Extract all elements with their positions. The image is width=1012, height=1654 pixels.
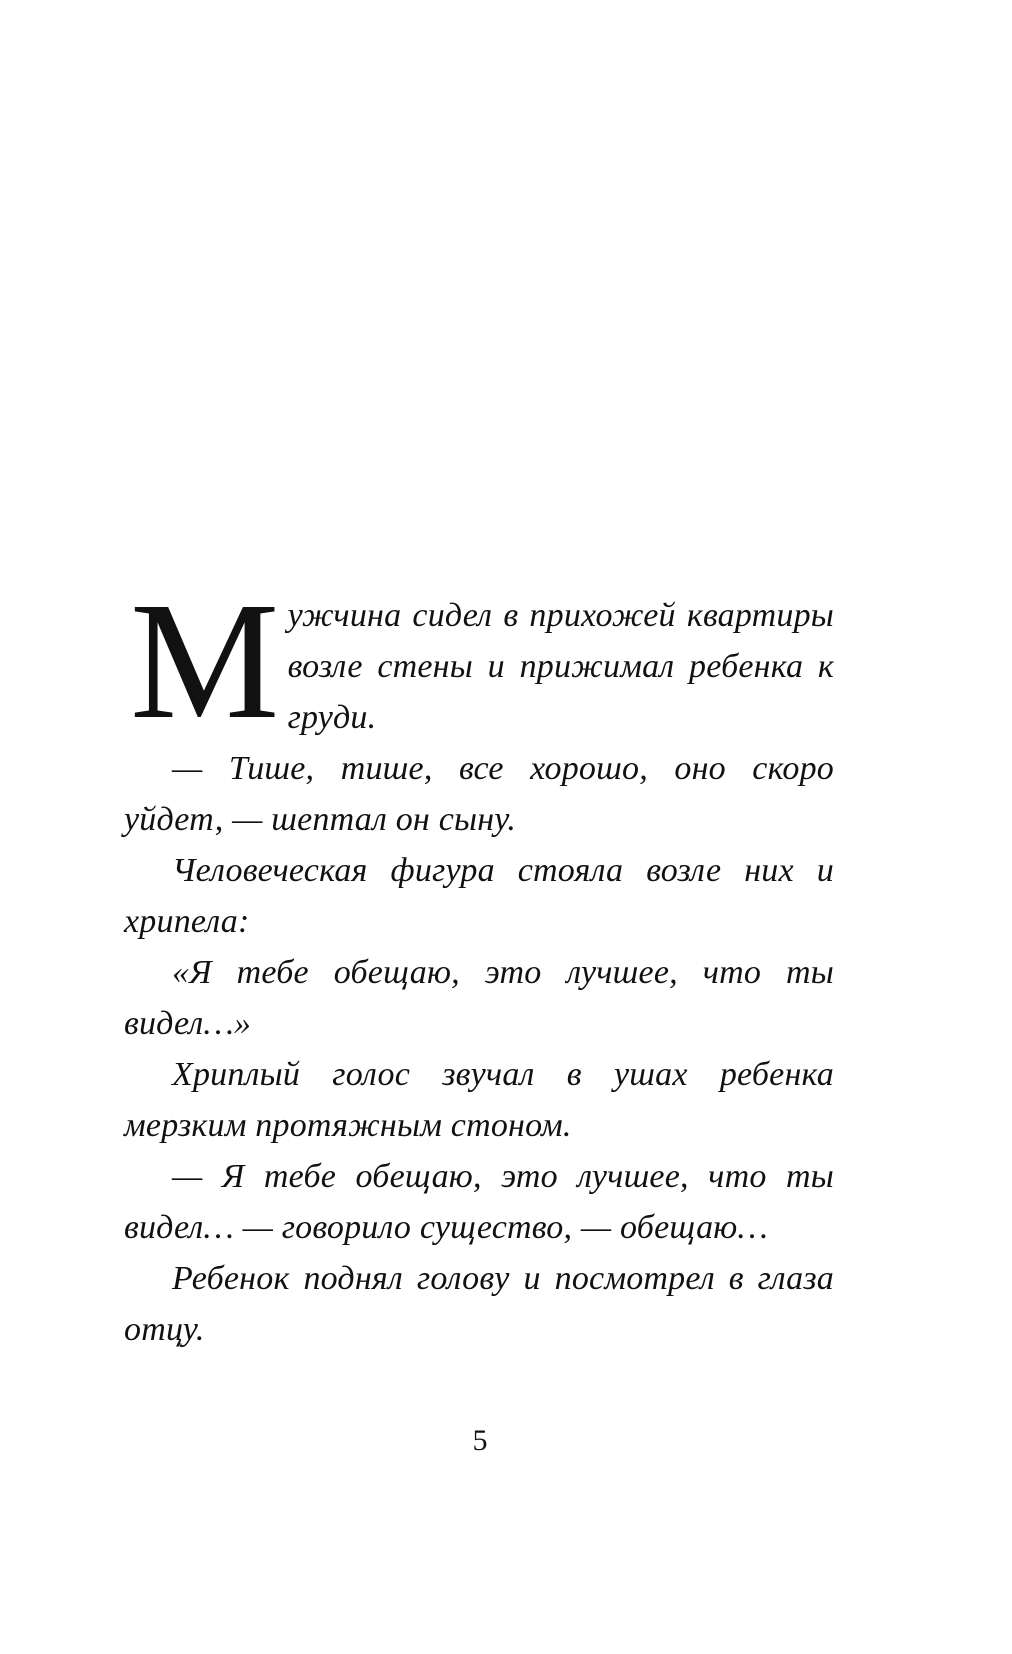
paragraph-4: «Я тебе обещаю, это лучшее, что ты видел…» bbox=[124, 954, 834, 1042]
paragraph-7: Ребенок поднял голову и посмотрел в глаза отцу. bbox=[124, 1260, 834, 1348]
paragraph-5: Хриплый голос звучал в ушах ребенка мерзким протяжным стоном. bbox=[124, 1056, 834, 1144]
paragraph-3: Человеческая фигура стояла возле них и хрипела: bbox=[124, 852, 834, 940]
paragraph-1-text: ужчина сидел в прихожей квартиры возле стены и прижимал ребенка к груди. bbox=[287, 597, 834, 736]
drop-cap: М bbox=[130, 568, 280, 754]
page-number: 5 bbox=[472, 1424, 488, 1457]
paragraph-1 bbox=[124, 568, 834, 754]
paragraph-2: — Тише, тише, все хорошо, оно скоро уйдет, — шептал он сыну. bbox=[124, 750, 834, 838]
paragraph-6: — Я тебе обещаю, это лучшее, что ты видел… — говорило существо, — обещаю… bbox=[124, 1158, 834, 1246]
body-text bbox=[124, 568, 834, 1355]
